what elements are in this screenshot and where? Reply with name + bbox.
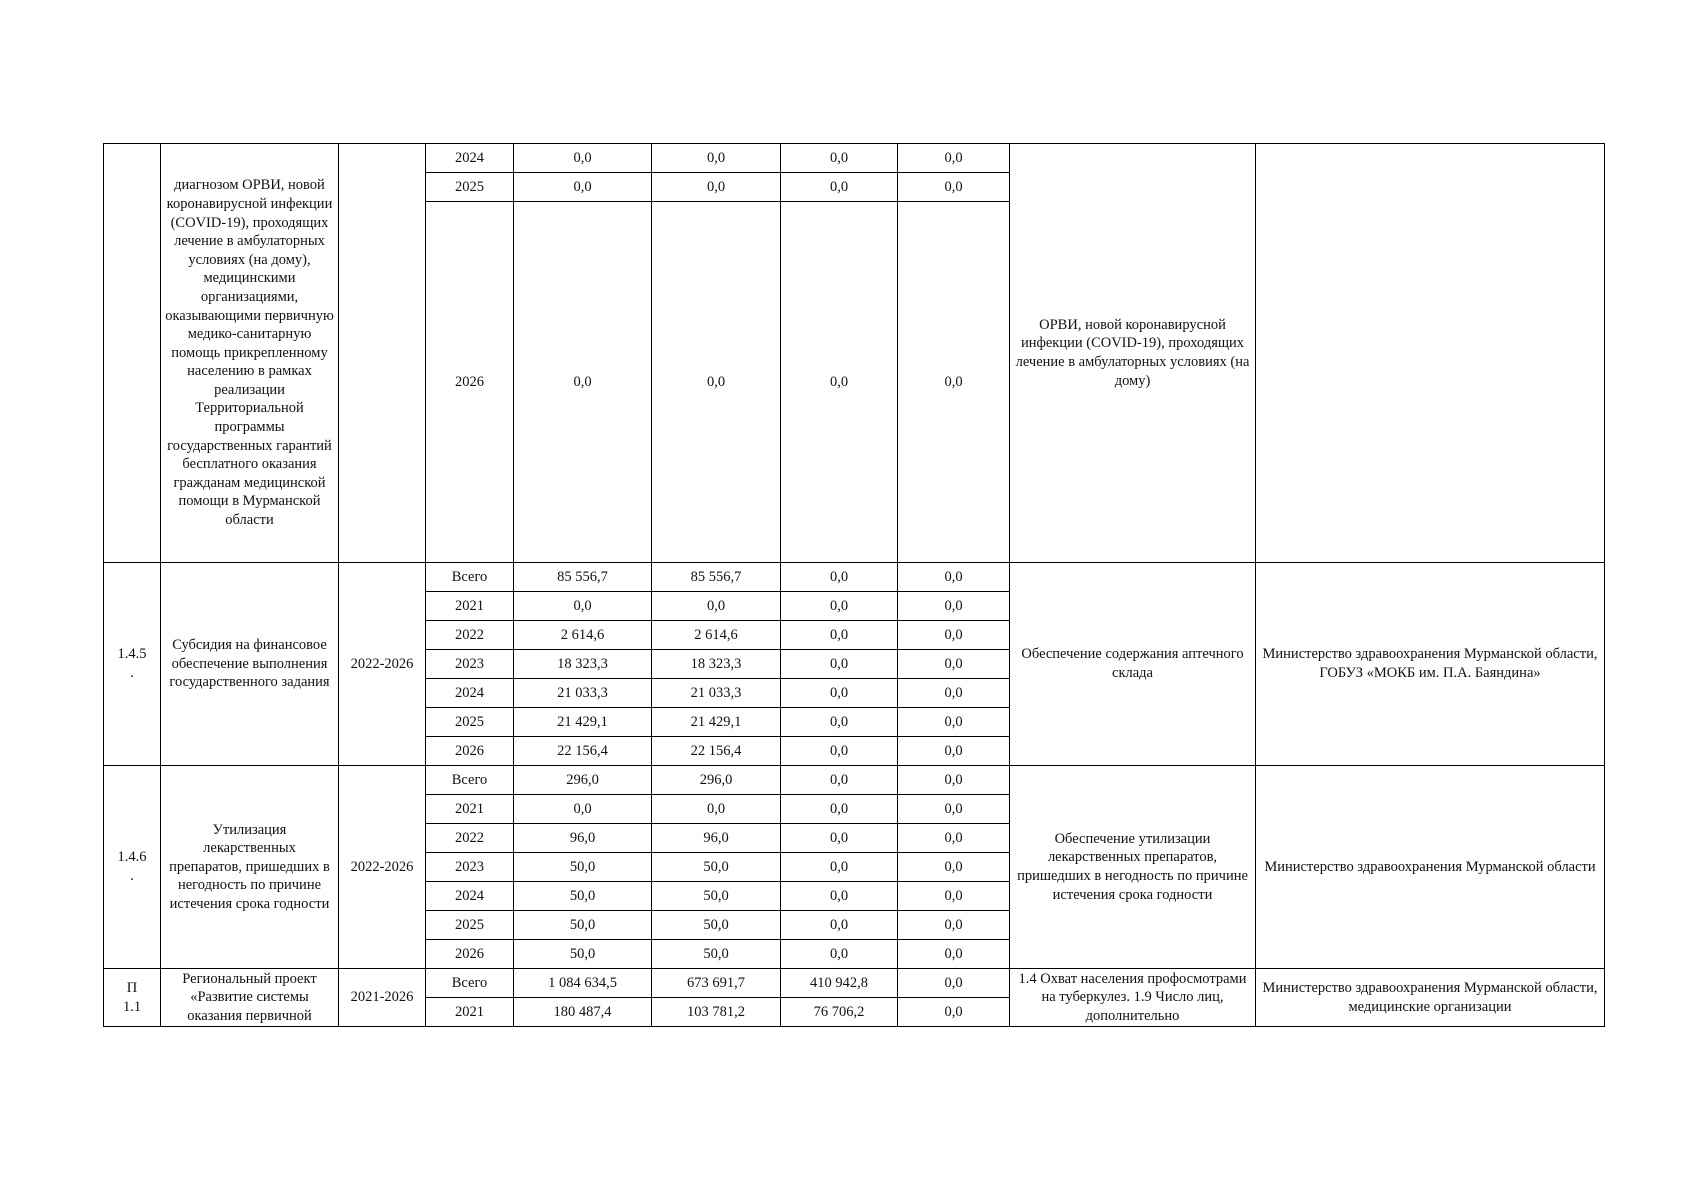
- federal-cell: 0,0: [781, 853, 898, 882]
- year-cell: Всего: [426, 969, 514, 998]
- executor-cell: Министерство здравоохранения Мурманской области, медицинские организации: [1256, 969, 1605, 1027]
- total-cell: 50,0: [514, 853, 652, 882]
- period-cell: 2022-2026: [339, 563, 426, 766]
- total-cell: 0,0: [514, 202, 652, 563]
- total-cell: 296,0: [514, 766, 652, 795]
- other-cell: 0,0: [898, 940, 1010, 969]
- other-cell: 0,0: [898, 969, 1010, 998]
- budget-table: [103, 143, 1605, 1027]
- total-cell: 85 556,7: [514, 563, 652, 592]
- table-row: [104, 563, 1605, 592]
- year-cell: 2025: [426, 911, 514, 940]
- budget-cell: 673 691,7: [652, 969, 781, 998]
- item-number-cell: [104, 969, 161, 1027]
- table-body: [104, 144, 1605, 1027]
- period-cell: 2021-2026: [339, 969, 426, 1027]
- budget-cell: 50,0: [652, 940, 781, 969]
- federal-cell: 0,0: [781, 882, 898, 911]
- total-cell: 22 156,4: [514, 737, 652, 766]
- result-cell: ОРВИ, новой коронавирусной инфекции (COVID-19), проходящих лечение в амбулаторных условиях (на дому): [1010, 144, 1256, 563]
- item-name-cell: диагнозом ОРВИ, новой коронавирусной инфекции (COVID-19), проходящих лечение в амбулаторных условиях (на дому), медицинскими организациями, оказывающими первичную медико-санитарную помощь прикрепленному населению в рамках реализации Территориальной программы государственных гарантий бесплатного оказания гражданам медицинской помощи в Мурманской области: [161, 144, 339, 563]
- total-cell: 96,0: [514, 824, 652, 853]
- federal-cell: 0,0: [781, 650, 898, 679]
- federal-cell: 0,0: [781, 737, 898, 766]
- federal-cell: 0,0: [781, 708, 898, 737]
- other-cell: 0,0: [898, 766, 1010, 795]
- period-cell: 2022-2026: [339, 766, 426, 969]
- total-cell: 0,0: [514, 144, 652, 173]
- result-cell: Обеспечение утилизации лекарственных препаратов, пришедших в негодность по причине истечения срока годности: [1010, 766, 1256, 969]
- table-row: [104, 144, 1605, 173]
- total-cell: 0,0: [514, 173, 652, 202]
- executor-cell: [1256, 144, 1605, 563]
- budget-cell: 0,0: [652, 592, 781, 621]
- executor-cell: Министерство здравоохранения Мурманской области: [1256, 766, 1605, 969]
- total-cell: 21 429,1: [514, 708, 652, 737]
- federal-cell: 76 706,2: [781, 998, 898, 1027]
- budget-cell: 0,0: [652, 144, 781, 173]
- result-cell: Обеспечение содержания аптечного склада: [1010, 563, 1256, 766]
- item-number-suffix: .: [130, 665, 134, 681]
- item-number: 1.4.6: [117, 849, 147, 866]
- other-cell: 0,0: [898, 563, 1010, 592]
- year-cell: 2022: [426, 824, 514, 853]
- other-cell: 0,0: [898, 621, 1010, 650]
- total-cell: 1 084 634,5: [514, 969, 652, 998]
- year-cell: 2021: [426, 998, 514, 1027]
- table-row: [104, 766, 1605, 795]
- total-cell: 21 033,3: [514, 679, 652, 708]
- item-name-cell: Региональный проект «Развитие системы оказания первичной: [161, 969, 339, 1027]
- total-cell: 50,0: [514, 940, 652, 969]
- federal-cell: 410 942,8: [781, 969, 898, 998]
- year-cell: 2024: [426, 144, 514, 173]
- budget-cell: 0,0: [652, 795, 781, 824]
- year-cell: 2022: [426, 621, 514, 650]
- federal-cell: 0,0: [781, 563, 898, 592]
- federal-cell: 0,0: [781, 795, 898, 824]
- total-cell: 0,0: [514, 795, 652, 824]
- federal-cell: 0,0: [781, 144, 898, 173]
- budget-cell: 96,0: [652, 824, 781, 853]
- total-cell: 50,0: [514, 882, 652, 911]
- item-name-cell: Утилизация лекарственных препаратов, пришедших в негодность по причине истечения срока годности: [161, 766, 339, 969]
- other-cell: 0,0: [898, 679, 1010, 708]
- year-cell: 2026: [426, 737, 514, 766]
- period-cell: [339, 144, 426, 563]
- budget-cell: 50,0: [652, 853, 781, 882]
- budget-cell: 0,0: [652, 202, 781, 563]
- total-cell: 0,0: [514, 592, 652, 621]
- budget-cell: 0,0: [652, 173, 781, 202]
- item-number-suffix: 1.1: [122, 998, 142, 1015]
- other-cell: 0,0: [898, 592, 1010, 621]
- item-number: П: [126, 979, 138, 996]
- budget-cell: 296,0: [652, 766, 781, 795]
- total-cell: 2 614,6: [514, 621, 652, 650]
- executor-cell: Министерство здравоохранения Мурманской области, ГОБУЗ «МОКБ им. П.А. Баяндина»: [1256, 563, 1605, 766]
- year-cell: 2024: [426, 882, 514, 911]
- other-cell: 0,0: [898, 882, 1010, 911]
- item-number-cell: [104, 144, 161, 563]
- federal-cell: 0,0: [781, 592, 898, 621]
- other-cell: 0,0: [898, 911, 1010, 940]
- result-cell: 1.4 Охват населения профосмотрами на туберкулез. 1.9 Число лиц, дополнительно: [1010, 969, 1256, 1027]
- budget-cell: 21 033,3: [652, 679, 781, 708]
- other-cell: 0,0: [898, 737, 1010, 766]
- other-cell: 0,0: [898, 173, 1010, 202]
- item-number-cell: [104, 766, 161, 969]
- item-name-cell: Субсидия на финансовое обеспечение выполнения государственного задания: [161, 563, 339, 766]
- federal-cell: 0,0: [781, 824, 898, 853]
- year-cell: 2025: [426, 173, 514, 202]
- budget-cell: 2 614,6: [652, 621, 781, 650]
- item-number-suffix: .: [130, 868, 134, 884]
- other-cell: 0,0: [898, 853, 1010, 882]
- other-cell: 0,0: [898, 795, 1010, 824]
- year-cell: Всего: [426, 766, 514, 795]
- federal-cell: 0,0: [781, 679, 898, 708]
- budget-cell: 103 781,2: [652, 998, 781, 1027]
- year-cell: 2023: [426, 853, 514, 882]
- year-cell: 2026: [426, 202, 514, 563]
- other-cell: 0,0: [898, 650, 1010, 679]
- year-cell: 2021: [426, 592, 514, 621]
- other-cell: 0,0: [898, 144, 1010, 173]
- table-row: [104, 969, 1605, 998]
- budget-cell: 50,0: [652, 911, 781, 940]
- federal-cell: 0,0: [781, 173, 898, 202]
- year-cell: 2024: [426, 679, 514, 708]
- year-cell: 2025: [426, 708, 514, 737]
- other-cell: 0,0: [898, 998, 1010, 1027]
- budget-cell: 50,0: [652, 882, 781, 911]
- budget-cell: 18 323,3: [652, 650, 781, 679]
- budget-cell: 85 556,7: [652, 563, 781, 592]
- year-cell: 2021: [426, 795, 514, 824]
- other-cell: 0,0: [898, 824, 1010, 853]
- other-cell: 0,0: [898, 202, 1010, 563]
- year-cell: 2023: [426, 650, 514, 679]
- total-cell: 180 487,4: [514, 998, 652, 1027]
- total-cell: 50,0: [514, 911, 652, 940]
- federal-cell: 0,0: [781, 911, 898, 940]
- year-cell: 2026: [426, 940, 514, 969]
- federal-cell: 0,0: [781, 940, 898, 969]
- federal-cell: 0,0: [781, 621, 898, 650]
- budget-cell: 21 429,1: [652, 708, 781, 737]
- federal-cell: 0,0: [781, 766, 898, 795]
- other-cell: 0,0: [898, 708, 1010, 737]
- federal-cell: 0,0: [781, 202, 898, 563]
- item-number: 1.4.5: [117, 646, 147, 663]
- year-cell: Всего: [426, 563, 514, 592]
- total-cell: 18 323,3: [514, 650, 652, 679]
- budget-cell: 22 156,4: [652, 737, 781, 766]
- item-number-cell: [104, 563, 161, 766]
